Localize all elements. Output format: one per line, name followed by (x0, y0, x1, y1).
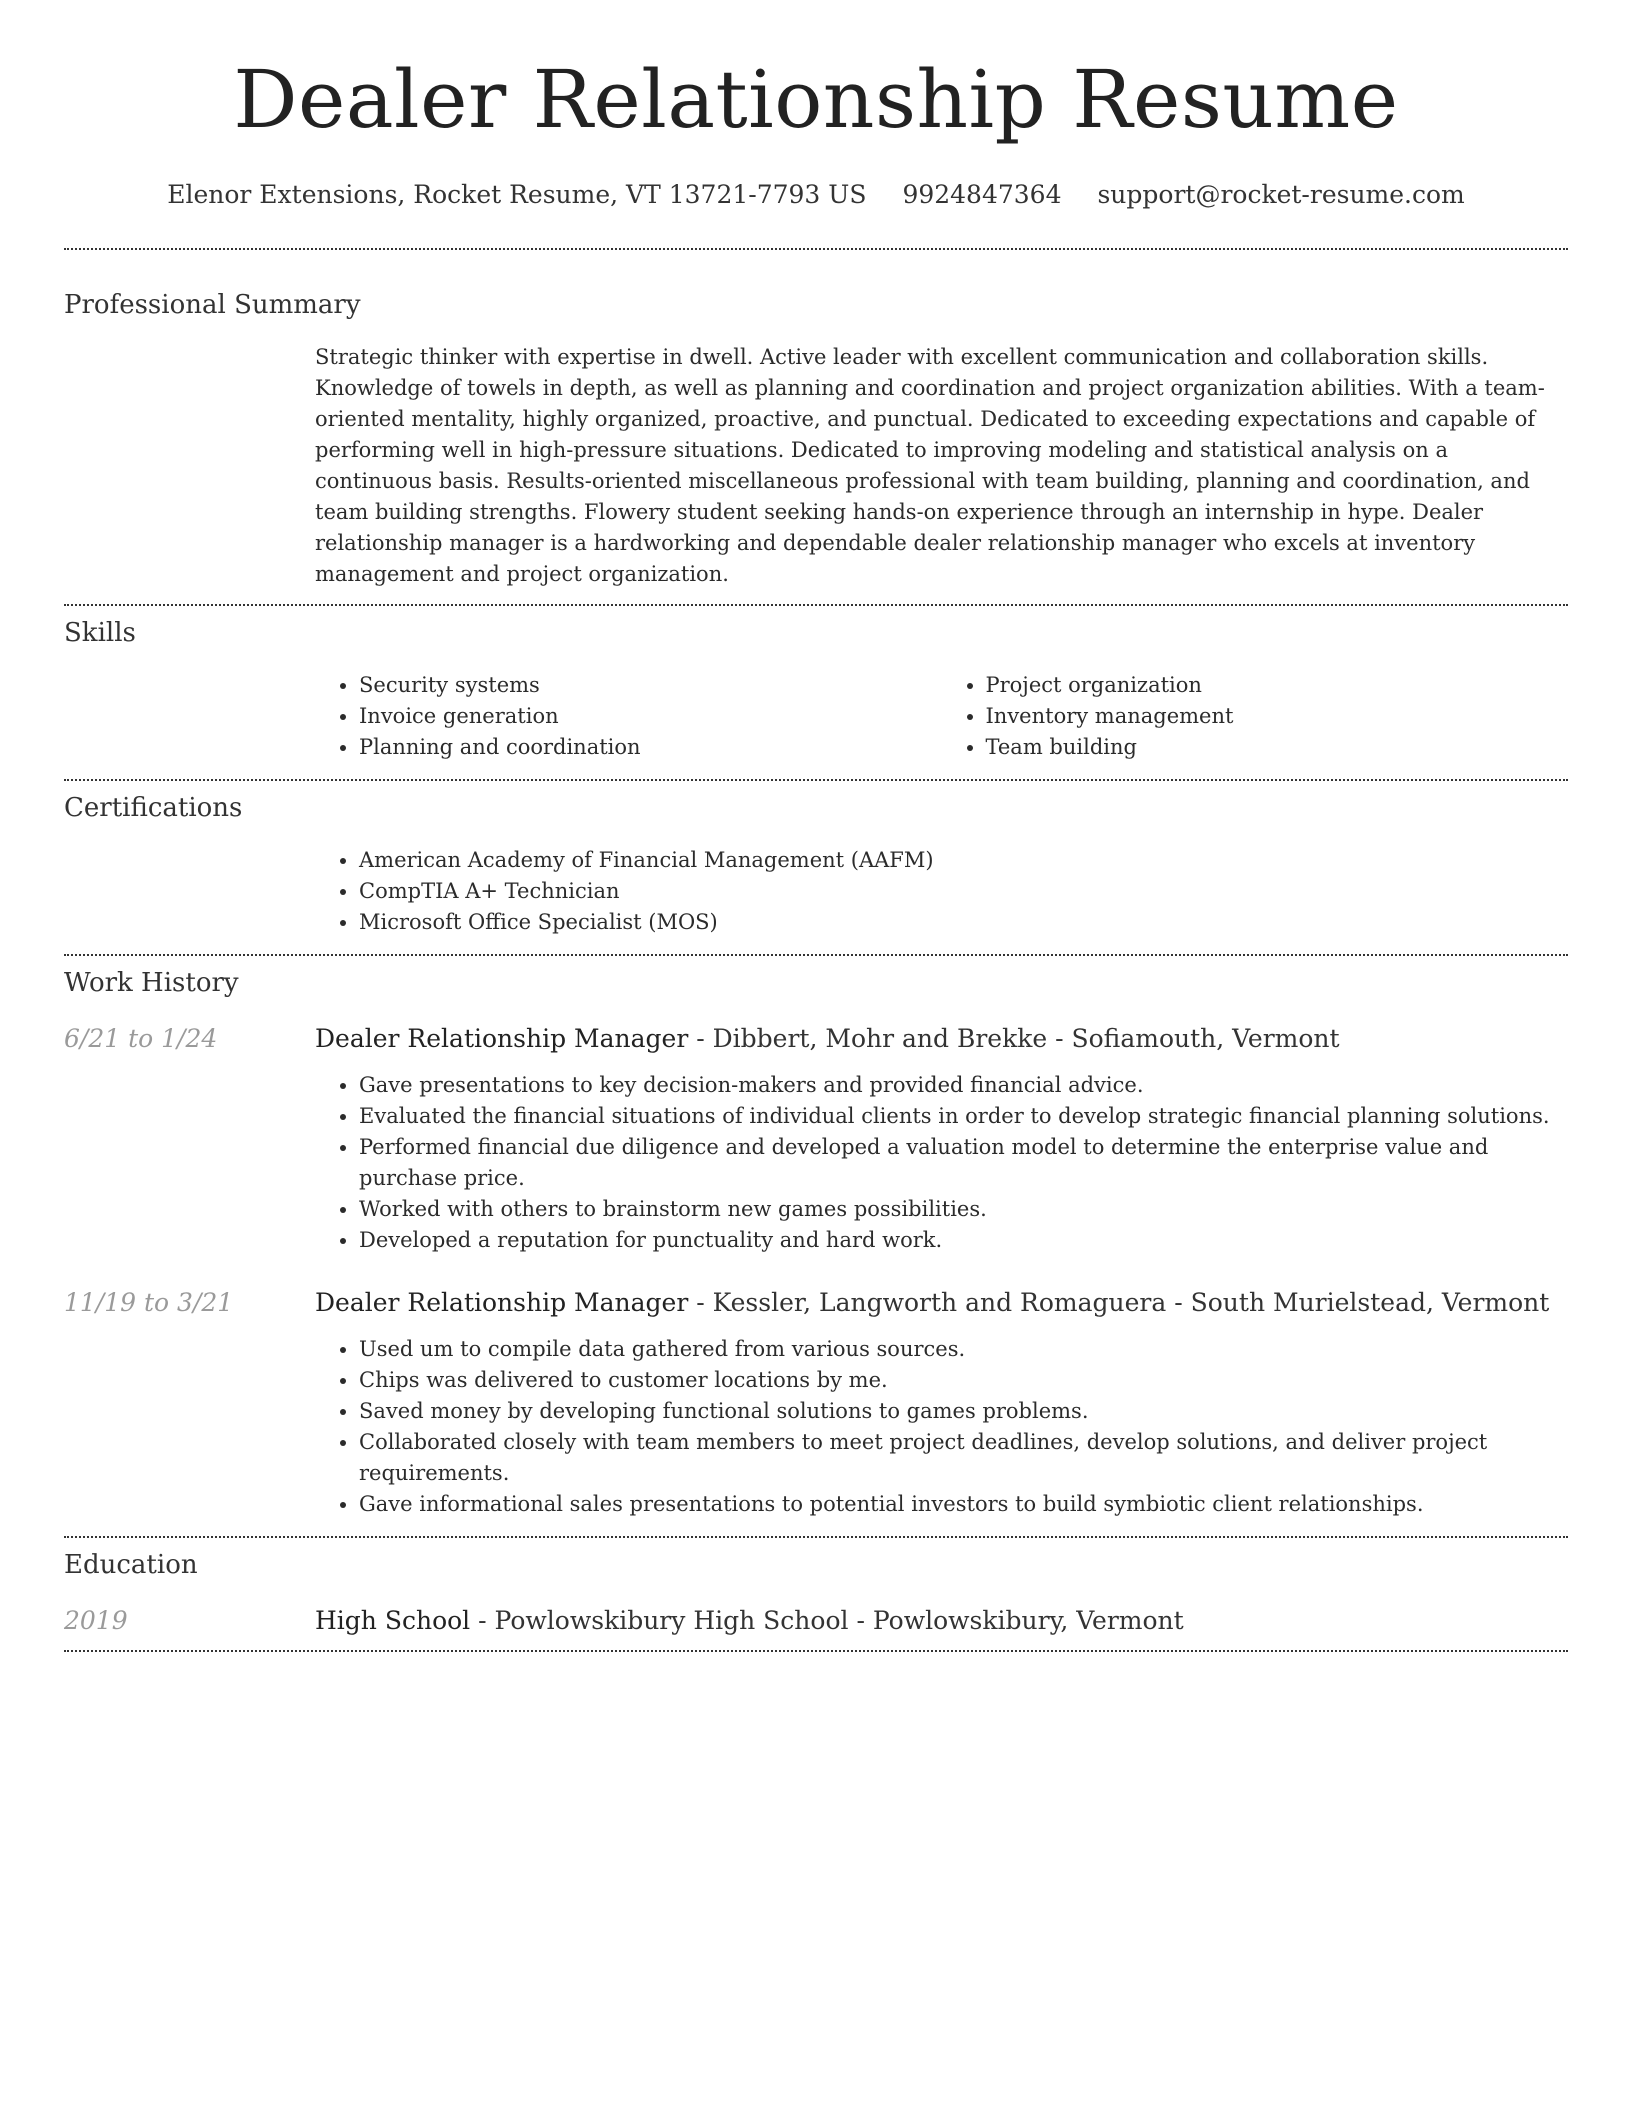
job-title (315, 1286, 1568, 1320)
email-link[interactable]: support@rocket-resume.com (1097, 180, 1465, 209)
contact-line (64, 178, 1568, 212)
list-item: • Chips was delivered to customer locations by me. (359, 1365, 1568, 1396)
list-item: • Invoice generation (359, 701, 942, 732)
resume-page (64, 0, 1568, 1652)
job-employer: - Kessler, Langworth and Romaguera - South Murielstead, Vermont (688, 1288, 1550, 1317)
resume-title: Dealer Relationship Resume (233, 53, 1399, 146)
list-item: • Inventory management (986, 701, 1569, 732)
list-item: • Developed a reputation for punctuality and hard work. (359, 1225, 1568, 1256)
list-item: • Used um to compile data gathered from various sources. (359, 1334, 1568, 1365)
education-section (64, 1538, 1568, 1650)
section-title-skills: Skills (64, 618, 136, 648)
list-item: • Team building (986, 732, 1569, 763)
job-employer: - Dibbert, Mohr and Brekke - Sofiamouth, Vermont (688, 1024, 1340, 1053)
job-role: Dealer Relationship Manager (315, 1024, 689, 1053)
job-bullets (315, 1070, 1568, 1256)
list-item: • Microsoft Office Specialist (MOS) (359, 907, 1568, 938)
list-item: • Saved money by developing functional solutions to games problems. (359, 1396, 1568, 1427)
list-item: • CompTIA A+ Technician (359, 876, 1568, 907)
education-year: 2019 (64, 1606, 128, 1635)
skills-list-right (942, 670, 1569, 763)
summary-text: Strategic thinker with expertise in dwell. Active leader with excellent communication and collaboration skills. Knowledge of towels in depth, as well as planning and coordination and project organization abilities. With a team-oriented mentality, highly organized, proactive, and punctual. Dedicated to exceeding expectations and capable of performing well in high-pressure situations. Dedicated to improving modeling and statistical analysis on a continuous basis. Results-oriented miscellaneous professional with team building, planning and coordination, and team building strengths. Flowery student seeking hands-on experience through an internship in hype. Dealer relationship manager is a hardworking and dependable dealer relationship manager who excels at inventory management and project organization. (315, 345, 1545, 586)
certifications-section (64, 781, 1568, 954)
education-title (315, 1604, 1568, 1638)
summary-section (64, 250, 1568, 604)
job-role: Dealer Relationship Manager (315, 1288, 689, 1317)
section-title-summary: Professional Summary (64, 290, 361, 320)
list-item: • Planning and coordination (359, 732, 942, 763)
education-degree: High School (315, 1606, 471, 1635)
list-item: • Worked with others to brainstorm new games possibilities. (359, 1194, 1568, 1225)
list-item: • Performed financial due diligence and developed a valuation model to determine the enterprise value and purchase price. (359, 1132, 1568, 1194)
list-item: • Security systems (359, 670, 942, 701)
list-item: • Evaluated the financial situations of individual clients in order to develop strategic financial planning solutions. (359, 1101, 1568, 1132)
work-history-section (64, 956, 1568, 1536)
list-item: • Gave informational sales presentations to potential investors to build symbiotic client relationships. (359, 1489, 1568, 1520)
job-entry (64, 1022, 1568, 1256)
job-title (315, 1022, 1568, 1056)
list-item: • Gave presentations to key decision-makers and provided financial advice. (359, 1070, 1568, 1101)
job-bullets (315, 1334, 1568, 1520)
divider (64, 1650, 1568, 1652)
skills-section (64, 606, 1568, 779)
list-item: • American Academy of Financial Management (AAFM) (359, 845, 1568, 876)
education-entry (64, 1604, 1568, 1650)
section-title-education: Education (64, 1550, 198, 1580)
education-school: - Powlowskibury High School - Powlowskibury, Vermont (470, 1606, 1184, 1635)
section-title-certifications: Certifications (64, 793, 243, 823)
phone-text: 9924847364 (902, 180, 1062, 209)
job-dates: 6/21 to 1/24 (64, 1024, 218, 1053)
skills-list-left (315, 670, 942, 763)
section-title-work: Work History (64, 968, 239, 998)
job-entry (64, 1286, 1568, 1536)
job-dates: 11/19 to 3/21 (64, 1288, 234, 1317)
list-item: • Project organization (986, 670, 1569, 701)
certifications-list (315, 845, 1568, 938)
address-text: Elenor Extensions, Rocket Resume, VT 13721-7793 US (167, 180, 867, 209)
list-item: • Collaborated closely with team members to meet project deadlines, develop solutions, and deliver project requirements. (359, 1427, 1568, 1489)
